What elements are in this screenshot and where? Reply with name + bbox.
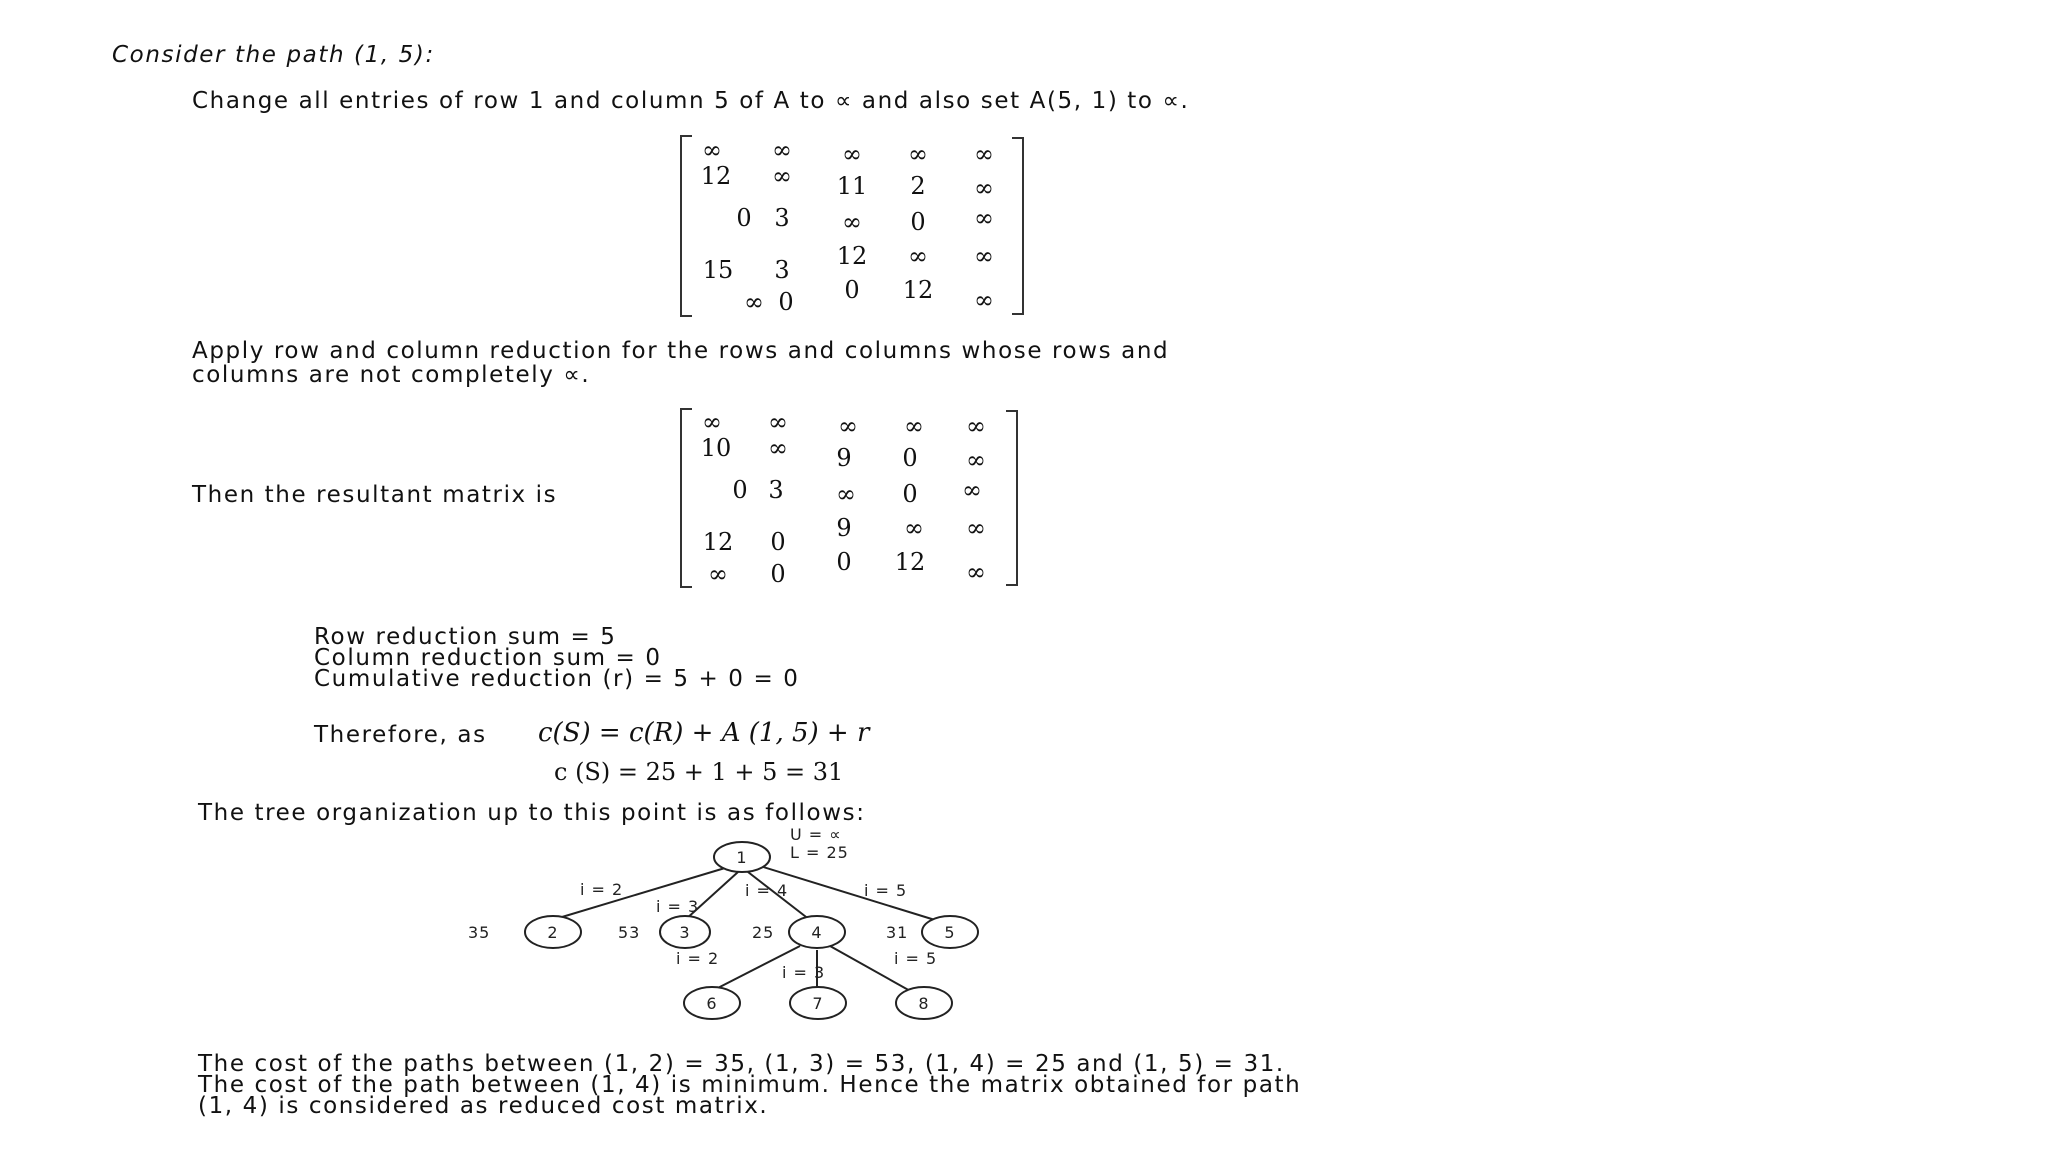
m1-cell: 0 xyxy=(778,288,794,316)
resultant-label: Then the resultant matrix is xyxy=(192,482,558,508)
cost-formula: c(S) = c(R) + A (1, 5) + r xyxy=(538,718,870,748)
m1-cell: ∞ xyxy=(842,208,862,236)
m2-cell: ∞ xyxy=(966,446,986,474)
m2-cell: 9 xyxy=(836,444,852,472)
node-2-label: 2 xyxy=(547,923,559,942)
sub-edge-label-i5: i = 5 xyxy=(894,949,938,968)
node-1-label: 1 xyxy=(736,848,748,867)
m1-cell: 15 xyxy=(702,256,734,284)
m2-cell: 3 xyxy=(768,476,784,504)
edge-label-i2: i = 2 xyxy=(580,880,624,899)
m1-cell: ∞ xyxy=(702,136,722,164)
m1-cell: 0 xyxy=(910,208,926,236)
m2-cell: 0 xyxy=(902,480,918,508)
m1-cell: 12 xyxy=(836,242,868,270)
m2-cell: ∞ xyxy=(962,476,982,504)
m2-cell: 10 xyxy=(700,434,732,462)
cumulative-reduction: Cumulative reduction (r) = 5 + 0 = 0 xyxy=(314,666,800,692)
therefore-prefix: Therefore, as xyxy=(314,722,487,748)
sub-edge-label-i2: i = 2 xyxy=(676,949,720,968)
m2-cell: 0 xyxy=(770,560,786,588)
row-reduction-sum: Row reduction sum = 5 xyxy=(314,624,617,650)
cost-result: c (S) = 25 + 1 + 5 = 31 xyxy=(554,758,844,786)
m2-cell: 0 xyxy=(732,476,748,504)
node-7-label: 7 xyxy=(812,994,824,1013)
m1-cell: ∞ xyxy=(772,162,792,190)
m2-cell: ∞ xyxy=(904,514,924,542)
m1-cell: ∞ xyxy=(974,204,994,232)
m1-cell: ∞ xyxy=(908,140,928,168)
m1-cell: ∞ xyxy=(974,242,994,270)
m2-cell: ∞ xyxy=(768,408,788,436)
m1-cell: ∞ xyxy=(974,174,994,202)
m2-cell: ∞ xyxy=(966,514,986,542)
m1-cell: 2 xyxy=(910,172,926,200)
m2-cell: ∞ xyxy=(702,408,722,436)
conclusion-line1: The cost of the paths between (1, 2) = 35, (1, 3) = 53, (1, 4) = 25 and (1, 5) = 31. xyxy=(198,1051,1285,1077)
m1-cell: 0 xyxy=(736,204,752,232)
m1-cell: ∞ xyxy=(842,140,862,168)
root-lower-bound: L = 25 xyxy=(790,843,849,862)
reduction-text-line1: Apply row and column reduction for the rows and columns whose rows and xyxy=(192,338,1170,364)
m2-cell: 12 xyxy=(894,548,926,576)
m2-cell: ∞ xyxy=(966,558,986,586)
node-6-label: 6 xyxy=(706,994,718,1013)
intro-text: Change all entries of row 1 and column 5 of A to ∝ and also set A(5, 1) to ∝. xyxy=(192,88,1190,114)
node-3-label: 3 xyxy=(679,923,691,942)
edge-label-i5: i = 5 xyxy=(864,881,908,900)
m1-cell: ∞ xyxy=(908,242,928,270)
m2-cell: 12 xyxy=(702,528,734,556)
m1-cell: ∞ xyxy=(974,286,994,314)
m1-cell: 3 xyxy=(774,204,790,232)
node-8-label: 8 xyxy=(918,994,930,1013)
edge-label-i3: i = 3 xyxy=(656,897,700,916)
m1-cell: ∞ xyxy=(974,140,994,168)
m2-cell: ∞ xyxy=(708,560,728,588)
m1-cell: 12 xyxy=(902,276,934,304)
node-5-label: 5 xyxy=(944,923,956,942)
m2-cell: 0 xyxy=(836,548,852,576)
cost-label-node-5: 31 xyxy=(886,923,909,942)
sub-edge-label-i3: i = 3 xyxy=(782,963,826,982)
m2-cell: 9 xyxy=(836,514,852,542)
cost-label-node-4: 25 xyxy=(752,923,775,942)
tree-intro: The tree organization up to this point is as follows: xyxy=(198,800,866,826)
section-heading: Consider the path (1, 5): xyxy=(112,42,435,68)
m1-cell: 0 xyxy=(844,276,860,304)
column-reduction-sum: Column reduction sum = 0 xyxy=(314,645,662,671)
reduction-text-line2: columns are not completely ∝. xyxy=(192,362,591,388)
m2-cell: 0 xyxy=(902,444,918,472)
m2-cell: 0 xyxy=(770,528,786,556)
node-4-label: 4 xyxy=(811,923,823,942)
m2-cell: ∞ xyxy=(768,434,788,462)
m1-cell: ∞ xyxy=(772,136,792,164)
m1-cell: 11 xyxy=(836,172,868,200)
m1-cell: 3 xyxy=(774,256,790,284)
cost-label-node-2: 35 xyxy=(468,923,491,942)
m1-cell: 12 xyxy=(700,162,732,190)
root-upper-bound: U = ∝ xyxy=(790,825,842,844)
conclusion-line3: (1, 4) is considered as reduced cost matrix. xyxy=(198,1093,769,1119)
edge-label-i4: i = 4 xyxy=(745,881,789,900)
m2-cell: ∞ xyxy=(966,412,986,440)
conclusion-line2: The cost of the path between (1, 4) is minimum. Hence the matrix obtained for path xyxy=(198,1072,1302,1098)
m2-cell: ∞ xyxy=(838,412,858,440)
m2-cell: ∞ xyxy=(904,412,924,440)
cost-label-node-3: 53 xyxy=(618,923,641,942)
m1-cell: ∞ xyxy=(744,288,764,316)
m2-cell: ∞ xyxy=(836,480,856,508)
